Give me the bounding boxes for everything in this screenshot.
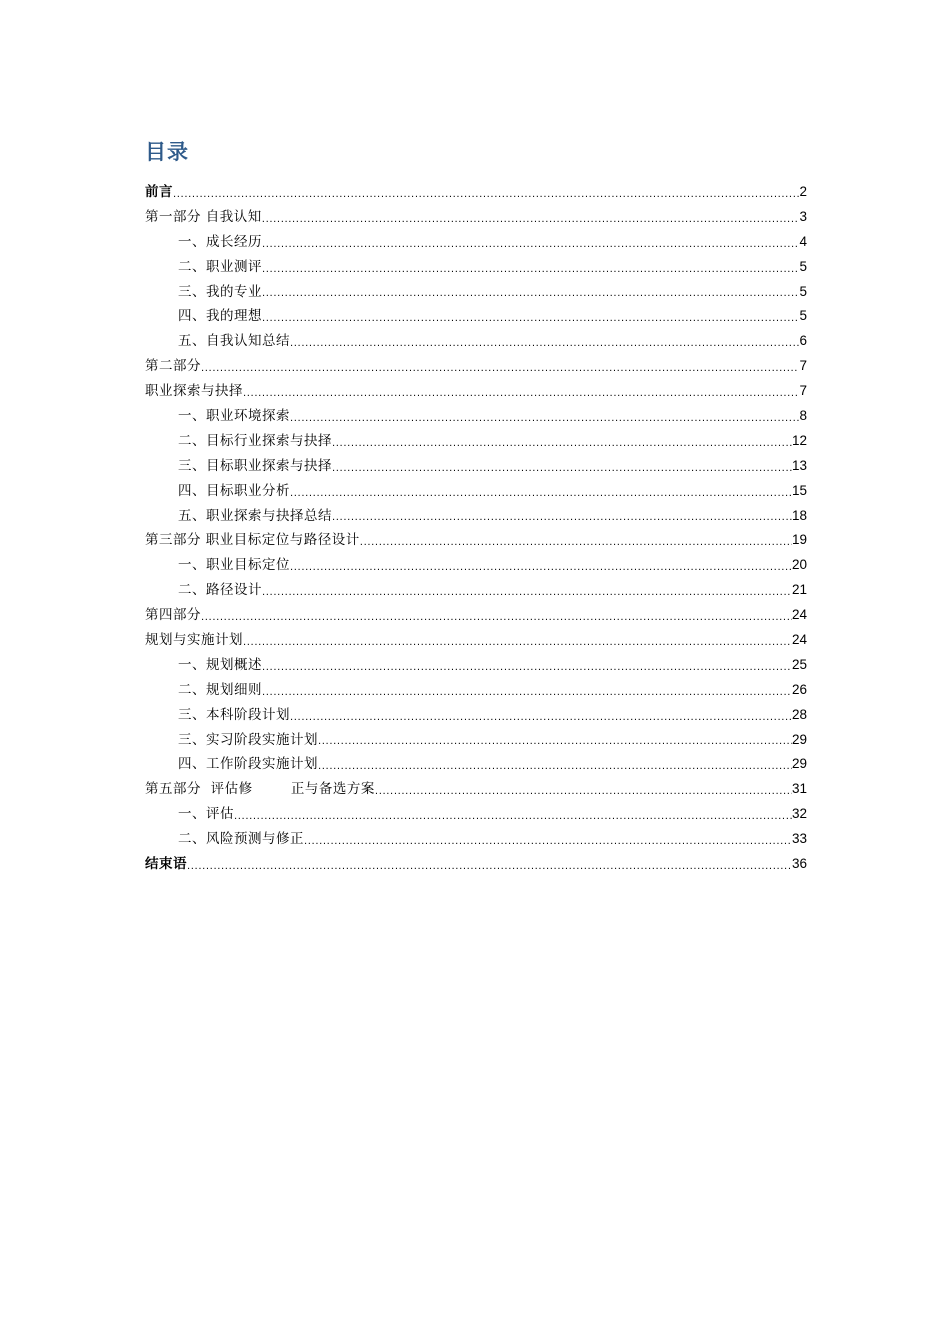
toc-entry-page: 18	[791, 507, 807, 523]
toc-entry[interactable]	[145, 678, 807, 703]
toc-leader	[262, 304, 799, 329]
toc-entry[interactable]	[145, 280, 807, 305]
toc-entry-label: 一、规划概述	[178, 656, 262, 673]
toc-entry-page: 28	[791, 706, 807, 722]
toc-entry[interactable]	[145, 578, 807, 603]
toc-entry[interactable]	[145, 504, 807, 529]
toc-leader	[262, 230, 799, 255]
toc-entry-label: 一、成长经历	[178, 233, 262, 250]
toc-leader	[290, 553, 792, 578]
toc-leader	[290, 404, 799, 429]
toc-entry-page: 13	[791, 457, 807, 473]
toc-entry[interactable]	[145, 827, 807, 852]
toc-entry[interactable]	[145, 230, 807, 255]
toc-leader	[173, 180, 799, 205]
toc-entry-label: 三、我的专业	[178, 283, 262, 300]
toc-entry-label: 四、目标职业分析	[178, 482, 290, 499]
toc-leader	[290, 329, 799, 354]
toc-entry-page: 12	[791, 432, 807, 448]
toc-entry[interactable]	[145, 180, 807, 205]
toc-entry[interactable]	[145, 777, 807, 802]
toc-leader	[304, 827, 792, 852]
toc-entry-label: 四、工作阶段实施计划	[178, 756, 318, 773]
toc-entry-label: 五、职业探索与抉择总结	[178, 507, 332, 524]
toc-entry-page: 6	[799, 333, 807, 349]
toc-leader	[375, 777, 792, 802]
toc-leader	[234, 802, 792, 827]
toc-entry-page: 26	[791, 681, 807, 697]
toc-entry-page: 3	[799, 208, 807, 224]
toc-leader	[360, 528, 792, 553]
toc-entry-page: 21	[791, 582, 807, 598]
toc-entry-page: 2	[799, 183, 807, 199]
toc-entry-page: 33	[791, 831, 807, 847]
toc-entry-page: 5	[799, 283, 807, 299]
toc-entry-page: 7	[799, 358, 807, 374]
toc-leader	[243, 628, 792, 653]
toc-entry-label: 二、风险预测与修正	[178, 831, 304, 848]
toc-leader	[243, 379, 799, 404]
toc-entry-label: 第三部分 职业目标定位与路径设计	[145, 532, 360, 549]
toc-entry[interactable]	[145, 304, 807, 329]
toc-leader	[262, 205, 800, 230]
toc-title: 目录	[145, 140, 189, 164]
toc-leader	[290, 703, 792, 728]
toc-entry-label: 第五部分 评估修 正与备选方案	[145, 781, 375, 798]
toc-entry[interactable]	[145, 628, 807, 653]
toc-list	[145, 180, 807, 877]
toc-entry-label: 三、目标职业探索与抉择	[178, 457, 332, 474]
toc-entry[interactable]	[145, 802, 807, 827]
toc-leader	[201, 603, 792, 628]
toc-entry-label: 二、规划细则	[178, 681, 262, 698]
toc-entry[interactable]	[145, 454, 807, 479]
toc-entry-page: 29	[791, 731, 807, 747]
toc-leader	[262, 280, 799, 305]
toc-entry-label: 规划与实施计划	[145, 632, 243, 649]
toc-entry-label: 一、职业目标定位	[178, 557, 290, 574]
toc-entry[interactable]	[145, 852, 807, 877]
toc-entry[interactable]	[145, 205, 807, 230]
toc-entry-page: 25	[791, 656, 807, 672]
toc-entry[interactable]	[145, 479, 807, 504]
toc-leader	[290, 479, 792, 504]
toc-entry-label: 二、职业测评	[178, 258, 262, 275]
toc-entry-page: 36	[791, 856, 807, 872]
toc-entry-page: 15	[791, 482, 807, 498]
toc-entry-page: 4	[799, 233, 807, 249]
toc-entry[interactable]	[145, 255, 807, 280]
toc-entry-page: 24	[791, 632, 807, 648]
toc-entry-page: 29	[791, 756, 807, 772]
toc-entry-label: 三、实习阶段实施计划	[178, 731, 318, 748]
toc-leader	[262, 578, 792, 603]
toc-entry[interactable]	[145, 752, 807, 777]
toc-leader	[332, 454, 792, 479]
toc-entry-label: 职业探索与抉择	[145, 383, 243, 400]
toc-entry-label: 一、评估	[178, 806, 234, 823]
toc-entry-label: 第二部分	[145, 358, 201, 375]
toc-entry[interactable]	[145, 404, 807, 429]
toc-entry[interactable]	[145, 703, 807, 728]
toc-entry-label: 四、我的理想	[178, 308, 262, 325]
toc-entry[interactable]	[145, 528, 807, 553]
toc-entry[interactable]	[145, 429, 807, 454]
toc-entry-label: 第一部分 自我认知	[145, 208, 262, 225]
toc-entry-label: 结束语	[145, 856, 187, 873]
toc-entry-page: 31	[791, 781, 807, 797]
toc-entry-page: 20	[791, 557, 807, 573]
toc-entry-page: 32	[791, 806, 807, 822]
toc-leader	[332, 429, 792, 454]
toc-leader	[262, 678, 792, 703]
toc-leader	[262, 255, 799, 280]
toc-entry-label: 二、路径设计	[178, 582, 262, 599]
toc-entry[interactable]	[145, 653, 807, 678]
toc-entry[interactable]	[145, 354, 807, 379]
toc-leader	[187, 852, 792, 877]
toc-entry[interactable]	[145, 553, 807, 578]
toc-leader	[262, 653, 792, 678]
toc-entry[interactable]	[145, 329, 807, 354]
toc-entry-label: 二、目标行业探索与抉择	[178, 432, 332, 449]
toc-entry-label: 一、职业环境探索	[178, 408, 290, 424]
toc-leader	[201, 354, 799, 379]
toc-entry[interactable]	[145, 603, 807, 628]
toc-entry-page: 7	[799, 383, 807, 399]
toc-leader	[318, 728, 792, 753]
toc-entry-page: 24	[791, 607, 807, 623]
toc-entry-page: 5	[799, 258, 807, 274]
toc-entry-page: 19	[791, 532, 807, 548]
toc-entry-page: 8	[799, 408, 807, 423]
toc-entry-label: 前言	[145, 183, 173, 200]
toc-entry-label: 第四部分	[145, 607, 201, 624]
toc-entry-label: 三、本科阶段计划	[178, 706, 290, 723]
toc-entry-label: 五、自我认知总结	[178, 333, 290, 350]
toc-entry[interactable]	[145, 728, 807, 753]
toc-entry-page: 5	[799, 308, 807, 324]
toc-leader	[332, 504, 792, 529]
toc-leader	[318, 752, 792, 777]
toc-entry[interactable]	[145, 379, 807, 404]
